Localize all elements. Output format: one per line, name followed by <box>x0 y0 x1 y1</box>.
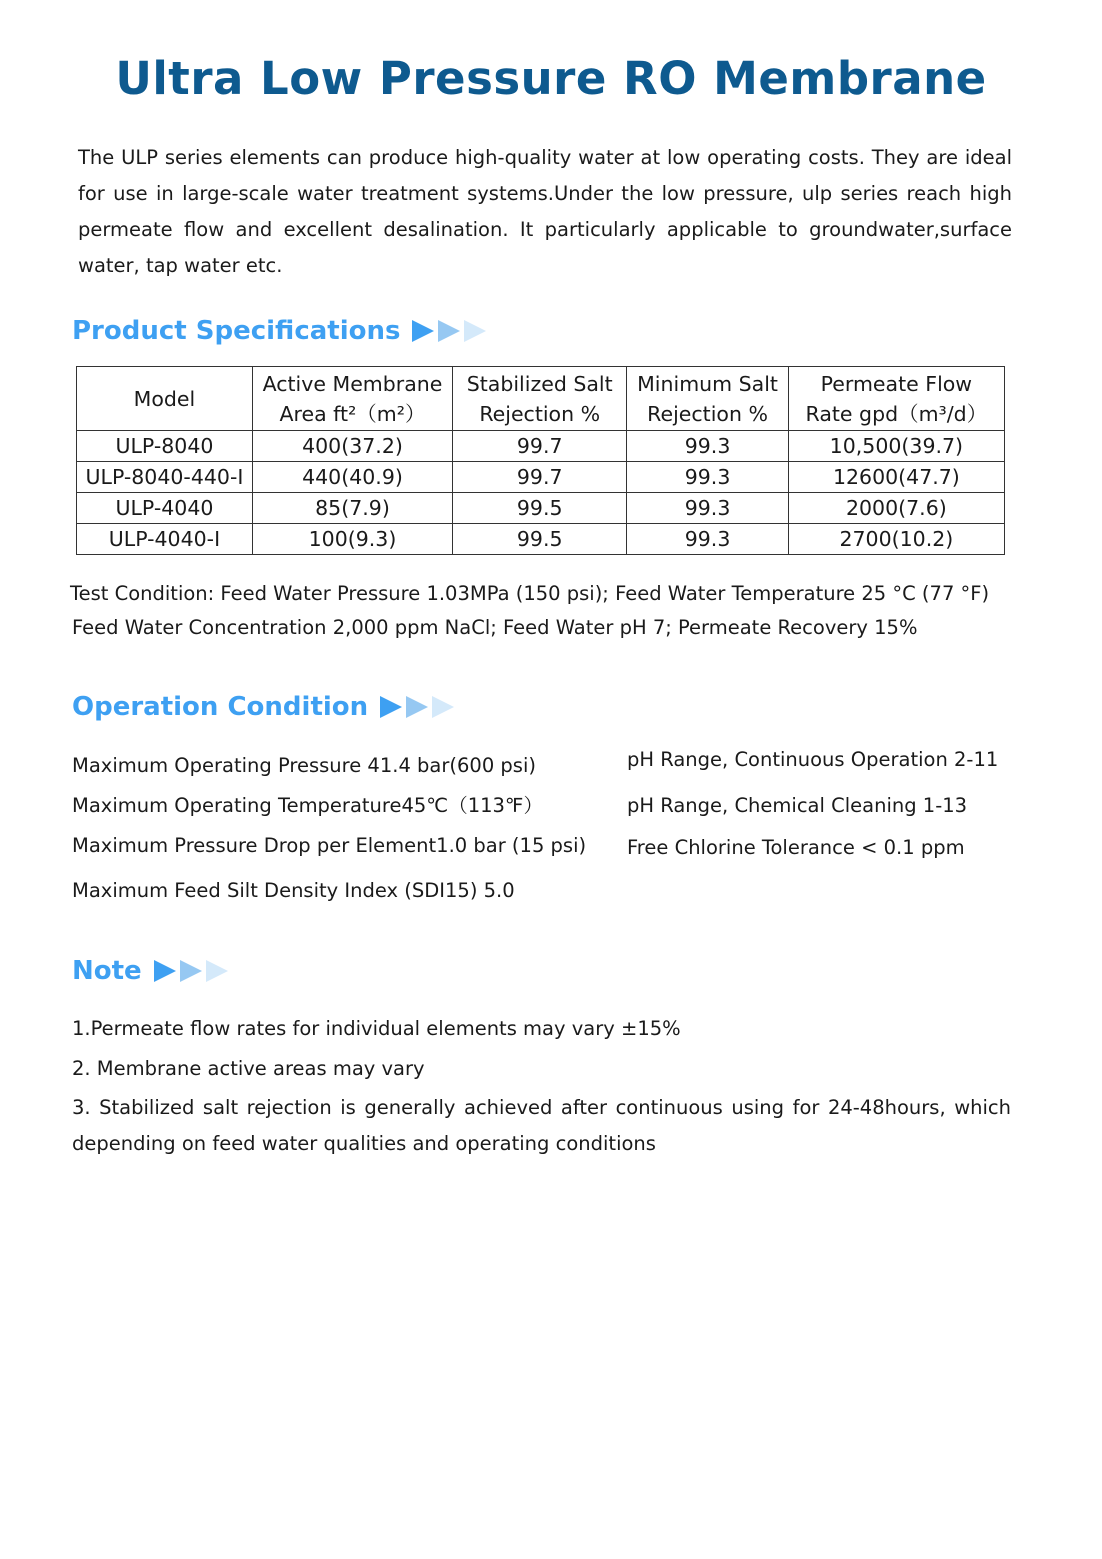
max-operating-temperature: Maximum Operating Temperature45℃（113℉） <box>72 794 543 817</box>
product-specifications-heading-text: Product Specifications <box>72 316 401 346</box>
arrow-right-icon <box>412 320 434 342</box>
cell-stabilized-rejection: 99.5 <box>453 493 627 524</box>
header-active-membrane-area: Active Membrane Area ft²（m²） <box>252 367 452 431</box>
triple-arrow-icon <box>412 320 486 342</box>
table-row <box>77 431 1005 462</box>
table-header-row <box>77 367 1005 431</box>
arrow-right-icon <box>406 696 428 718</box>
note-item-3: 3. Stabilized salt rejection is generally achieved after continuous using for 24-48hours, which depending on feed water qualities and operating conditions <box>72 1096 1011 1155</box>
cell-area: 100(9.3) <box>252 524 452 555</box>
cell-permeate-flow: 10,500(39.7) <box>788 431 1004 462</box>
cell-minimum-rejection: 99.3 <box>627 493 788 524</box>
cell-minimum-rejection: 99.3 <box>627 524 788 555</box>
cell-area: 85(7.9) <box>252 493 452 524</box>
cell-permeate-flow: 2700(10.2) <box>788 524 1004 555</box>
table-row <box>77 493 1005 524</box>
triple-arrow-icon <box>154 960 228 982</box>
arrow-right-icon <box>464 320 486 342</box>
note-item-1: 1.Permeate flow rates for individual elements may vary ±15% <box>72 1017 681 1040</box>
page-title: Ultra Low Pressure RO Membrane <box>115 52 987 105</box>
note-item-2: 2. Membrane active areas may vary <box>72 1057 425 1080</box>
intro-paragraph: The ULP series elements can produce high-quality water at low operating costs. They are ideal for use in large-scale water treatment systems.Under the low pressure, ulp series reach high permeate flow and excellent desalination. It particularly applicable to groundwater,surface water, tap water etc. <box>78 146 1012 277</box>
triple-arrow-icon <box>380 696 454 718</box>
arrow-right-icon <box>438 320 460 342</box>
cell-permeate-flow: 2000(7.6) <box>788 493 1004 524</box>
cell-stabilized-rejection: 99.7 <box>453 462 627 493</box>
arrow-right-icon <box>380 696 402 718</box>
cell-minimum-rejection: 99.3 <box>627 462 788 493</box>
cell-stabilized-rejection: 99.5 <box>453 524 627 555</box>
ph-range-cleaning: pH Range, Chemical Cleaning 1-13 <box>627 794 968 817</box>
ph-range-continuous: pH Range, Continuous Operation 2-11 <box>627 748 999 771</box>
max-pressure-drop: Maximum Pressure Drop per Element1.0 bar (15 psi) <box>72 834 587 857</box>
header-permeate-flow-rate: Permeate Flow Rate gpd（m³/d） <box>788 367 1004 431</box>
test-condition-line-1: Test Condition: Feed Water Pressure 1.03MPa (150 psi); Feed Water Temperature 25 °C (77 °F) <box>70 582 990 605</box>
cell-permeate-flow: 12600(47.7) <box>788 462 1004 493</box>
free-chlorine-tolerance: Free Chlorine Tolerance < 0.1 ppm <box>627 836 965 859</box>
product-specifications-heading <box>72 316 486 346</box>
cell-area: 400(37.2) <box>252 431 452 462</box>
header-model: Model <box>77 367 253 431</box>
test-condition-line-2: Feed Water Concentration 2,000 ppm NaCl; Feed Water pH 7; Permeate Recovery 15% <box>72 616 918 639</box>
cell-model: ULP-8040 <box>77 431 253 462</box>
cell-model: ULP-4040 <box>77 493 253 524</box>
operation-condition-heading <box>72 692 454 722</box>
operation-condition-heading-text: Operation Condition <box>72 692 369 722</box>
product-specifications-table <box>76 366 1005 555</box>
table-row <box>77 462 1005 493</box>
header-minimum-salt-rejection: Minimum Salt Rejection % <box>627 367 788 431</box>
note-heading <box>72 956 228 986</box>
max-feed-sdi: Maximum Feed Silt Density Index (SDI15) 5.0 <box>72 879 515 902</box>
cell-area: 440(40.9) <box>252 462 452 493</box>
arrow-right-icon <box>154 960 176 982</box>
arrow-right-icon <box>206 960 228 982</box>
note-heading-text: Note <box>72 956 142 986</box>
max-operating-pressure: Maximum Operating Pressure 41.4 bar(600 psi) <box>72 754 536 777</box>
cell-model: ULP-8040-440-I <box>77 462 253 493</box>
header-stabilized-salt-rejection: Stabilized Salt Rejection % <box>453 367 627 431</box>
cell-model: ULP-4040-I <box>77 524 253 555</box>
cell-stabilized-rejection: 99.7 <box>453 431 627 462</box>
arrow-right-icon <box>180 960 202 982</box>
cell-minimum-rejection: 99.3 <box>627 431 788 462</box>
table-row <box>77 524 1005 555</box>
arrow-right-icon <box>432 696 454 718</box>
